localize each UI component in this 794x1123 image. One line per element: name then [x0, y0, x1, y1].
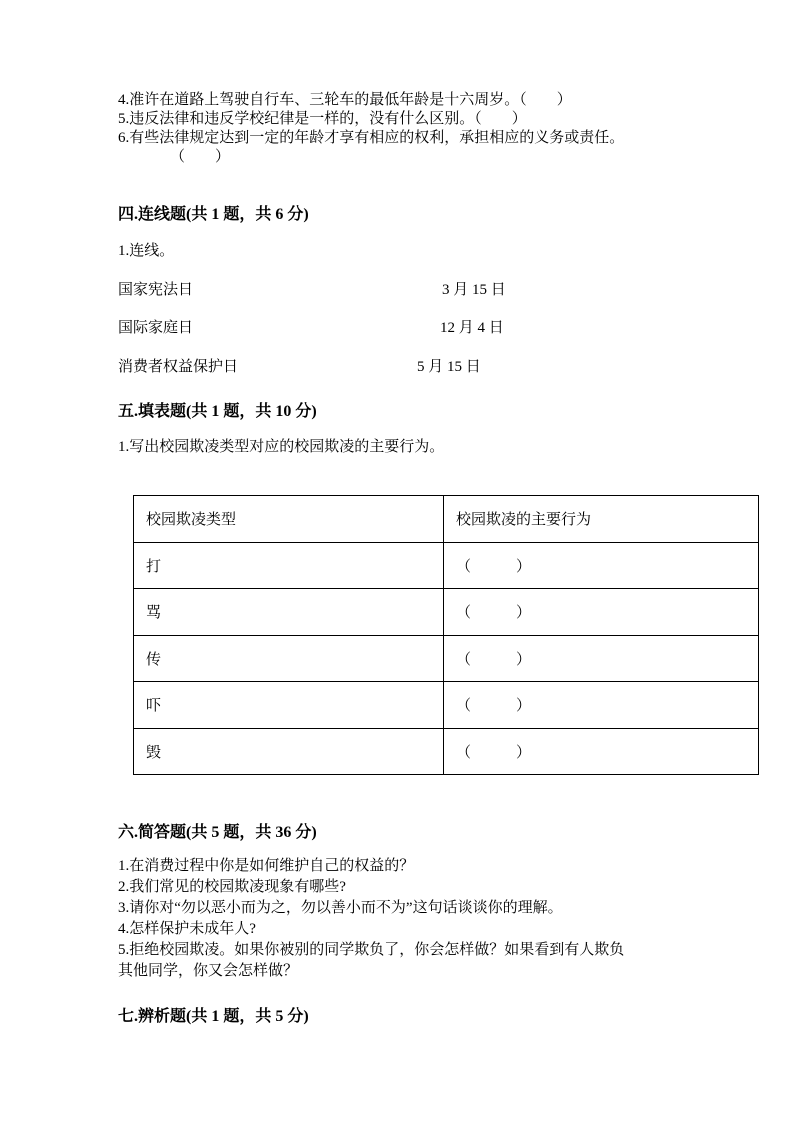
- question-line-4: 4.怎样保护未成年人?: [118, 921, 256, 937]
- table-header-row: [134, 496, 759, 543]
- match-row: [118, 355, 738, 373]
- answer-blank-cell: （ ）: [444, 682, 759, 729]
- section-heading-matching: 四.连线题(共 1 题，共 6 分): [118, 206, 309, 223]
- type-cell: 吓: [134, 682, 444, 729]
- truefalse-question-block: [118, 91, 624, 167]
- answer-blank-cell: （ ）: [444, 542, 759, 589]
- type-cell: 毁: [134, 728, 444, 775]
- match-date-label: 5 月 15 日: [417, 359, 481, 375]
- answer-blank-cell: （ ）: [444, 589, 759, 636]
- question-line-5: 5.违反法律和违反学校纪律是一样的，没有什么区别。（ ）: [118, 111, 527, 127]
- type-cell: 骂: [134, 589, 444, 636]
- question-line-5-continued: 其他同学，你又会怎样做？: [118, 963, 299, 979]
- question-line-1: 1.在消费过程中你是如何维护自己的权益的？: [118, 858, 415, 874]
- matching-intro: 1.连线。: [118, 243, 175, 259]
- question-line-4: 4.准许在道路上驾驶自行车、三轮车的最低年龄是十六周岁。（ ）: [118, 92, 572, 108]
- type-cell: 打: [134, 542, 444, 589]
- question-line-2: 2.我们常见的校园欺凌现象有哪些?: [118, 879, 346, 895]
- match-left-label: 国际家庭日: [118, 320, 194, 336]
- question-line-6: 6.有些法律规定达到一定的年龄才享有相应的权利，承担相应的义务或责任。: [118, 130, 625, 146]
- table-intro: 1.写出校园欺凌类型对应的校园欺凌的主要行为。: [118, 439, 445, 455]
- table-row: [134, 589, 759, 636]
- question-line-3: 3.请你对“勿以恶小而为之，勿以善小而不为”这句话谈谈你的理解。: [118, 900, 563, 916]
- type-cell: 传: [134, 635, 444, 682]
- answer-blank-cell: （ ）: [444, 635, 759, 682]
- match-date-label: 12 月 4 日: [440, 320, 504, 336]
- table-header-cell-type: 校园欺凌类型: [134, 496, 444, 543]
- match-left-label: 国家宪法日: [118, 282, 194, 298]
- table-header-cell-behavior: 校园欺凌的主要行为: [444, 496, 759, 543]
- table-row: [134, 542, 759, 589]
- short-answer-question-block: [118, 856, 624, 982]
- bully-table: [133, 495, 759, 775]
- section-heading-analysis: 七.辨析题(共 1 题，共 5 分): [118, 1008, 309, 1025]
- question-line-5: 5.拒绝校园欺凌。如果你被别的同学欺负了，你会怎样做？如果看到有人欺负: [118, 942, 625, 958]
- section-heading-short-answer: 六.简答题(共 5 题，共 36 分): [118, 824, 317, 841]
- match-date-label: 3 月 15 日: [442, 282, 506, 298]
- match-row: [118, 316, 738, 334]
- answer-blank-cell: （ ）: [444, 728, 759, 775]
- table-row: [134, 728, 759, 775]
- section-heading-table: 五.填表题(共 1 题，共 10 分): [118, 403, 317, 420]
- match-left-label: 消费者权益保护日: [118, 359, 239, 375]
- table-row: [134, 635, 759, 682]
- table-row: [134, 682, 759, 729]
- match-row: [118, 278, 738, 296]
- bully-table-wrap: [133, 495, 759, 775]
- answer-parens: （ ）: [170, 149, 231, 165]
